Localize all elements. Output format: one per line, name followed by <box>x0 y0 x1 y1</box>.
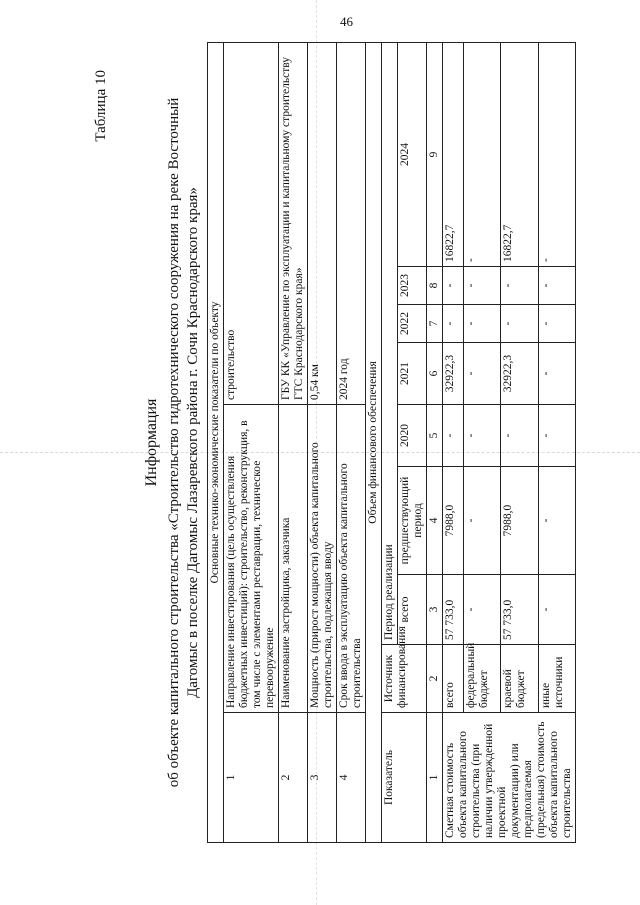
row-number: 4 <box>337 713 366 843</box>
row-number: 3 <box>308 713 337 843</box>
column-number: 1 <box>427 713 443 843</box>
value-cell: - <box>463 42 500 266</box>
value-cell: 7988,0 <box>501 467 538 575</box>
column-number: 6 <box>427 343 443 405</box>
page-number: 46 <box>340 14 353 29</box>
header-previous: предшествующий период <box>398 467 427 575</box>
value-cell: - <box>463 405 500 467</box>
title-block <box>143 30 203 855</box>
header-indicator: Показатель <box>382 713 427 843</box>
value-cell: - <box>538 467 575 575</box>
value-cell: - <box>463 267 500 305</box>
column-number: 8 <box>427 267 443 305</box>
header-year: 2021 <box>398 343 427 405</box>
value-cell: - <box>538 305 575 343</box>
column-number: 7 <box>427 305 443 343</box>
value-cell: - <box>501 405 538 467</box>
header-year: 2020 <box>398 405 427 467</box>
row-value: строительство <box>224 42 279 404</box>
document-subtitle: об объекте капитального строительства «Строительство гидротехнического сооружения на реке Восточный Дагомыс в поселке Дагомыс Лазаревского района г. Сочи Краснодарского края» <box>166 97 201 788</box>
indicator-cell: Сметная стоимость объекта капитального строительства (при наличии утвержденной проектной документации) или предполагаемая (предельная) стоимость объекта капитального строительства <box>443 713 576 843</box>
value-cell: - <box>463 575 500 645</box>
source-cell: иные источники <box>538 645 575 713</box>
section-row-main <box>208 42 224 842</box>
header-period: Период реализации <box>382 42 398 644</box>
value-cell: 7988,0 <box>443 467 464 575</box>
section-row-finance <box>366 42 382 842</box>
header-year: 2022 <box>398 305 427 343</box>
finance-row-total <box>443 42 464 842</box>
info-row-2 <box>279 42 308 842</box>
value-cell: - <box>463 343 500 405</box>
column-number-row <box>427 42 443 842</box>
info-table <box>207 42 576 843</box>
row-number: 2 <box>279 713 308 843</box>
document-title: Информация <box>143 398 160 487</box>
header-year: 2023 <box>398 267 427 305</box>
header-row-top <box>382 42 398 842</box>
value-cell: 57 733,0 <box>443 575 464 645</box>
section-title-main: Основные технико-экономические показатели по объекту <box>208 42 224 842</box>
row-label: Мощность (прирост мощности) объекта капитального строительства, подлежащая вводу <box>308 405 337 713</box>
table-caption: Таблица 10 <box>93 70 109 142</box>
value-cell: 16822,7 <box>501 42 538 266</box>
value-cell: - <box>501 267 538 305</box>
rotated-sheet <box>85 30 640 855</box>
value-cell: 32922,3 <box>501 343 538 405</box>
row-number: 1 <box>224 713 279 843</box>
value-cell: 16822,7 <box>443 42 464 266</box>
column-number: 4 <box>427 467 443 575</box>
header-year: 2024 <box>398 42 427 266</box>
value-cell: - <box>538 575 575 645</box>
value-cell: 32922,3 <box>443 343 464 405</box>
info-row-1 <box>224 42 279 842</box>
row-value: ГБУ КК «Управление по эксплуатации и капитальному строительству ГТС Краснодарского края» <box>279 42 308 404</box>
section-title-finance: Объем финансового обеспечения <box>366 42 382 842</box>
value-cell: - <box>501 305 538 343</box>
value-cell: - <box>443 305 464 343</box>
column-number: 3 <box>427 575 443 645</box>
value-cell: - <box>538 405 575 467</box>
source-cell: федеральный бюджет <box>463 645 500 713</box>
source-cell: краевой бюджет <box>501 645 538 713</box>
value-cell: - <box>463 305 500 343</box>
info-row-4 <box>337 42 366 842</box>
row-value: 0,54 км <box>308 42 337 404</box>
value-cell: - <box>538 267 575 305</box>
value-cell: - <box>463 467 500 575</box>
value-cell: - <box>443 405 464 467</box>
value-cell: - <box>538 343 575 405</box>
column-number: 2 <box>427 645 443 713</box>
value-cell: 57 733,0 <box>501 575 538 645</box>
row-value: 2024 год <box>337 42 366 404</box>
row-label: Наименование застройщика, заказчика <box>279 405 308 713</box>
header-source: Источник финансирования <box>382 645 427 713</box>
column-number: 9 <box>427 42 443 266</box>
source-cell: всего <box>443 645 464 713</box>
value-cell: - <box>538 42 575 266</box>
header-total: всего <box>398 575 427 645</box>
info-row-3 <box>308 42 337 842</box>
row-label: Срок ввода в эксплуатацию объекта капитального строительства <box>337 405 366 713</box>
row-label: Направление инвестирования (цель осуществления бюджетных инвестиций): строительство, реконструкция, в том числе с элементами реставрации, техническое перевооружение <box>224 405 279 713</box>
value-cell: - <box>443 267 464 305</box>
column-number: 5 <box>427 405 443 467</box>
